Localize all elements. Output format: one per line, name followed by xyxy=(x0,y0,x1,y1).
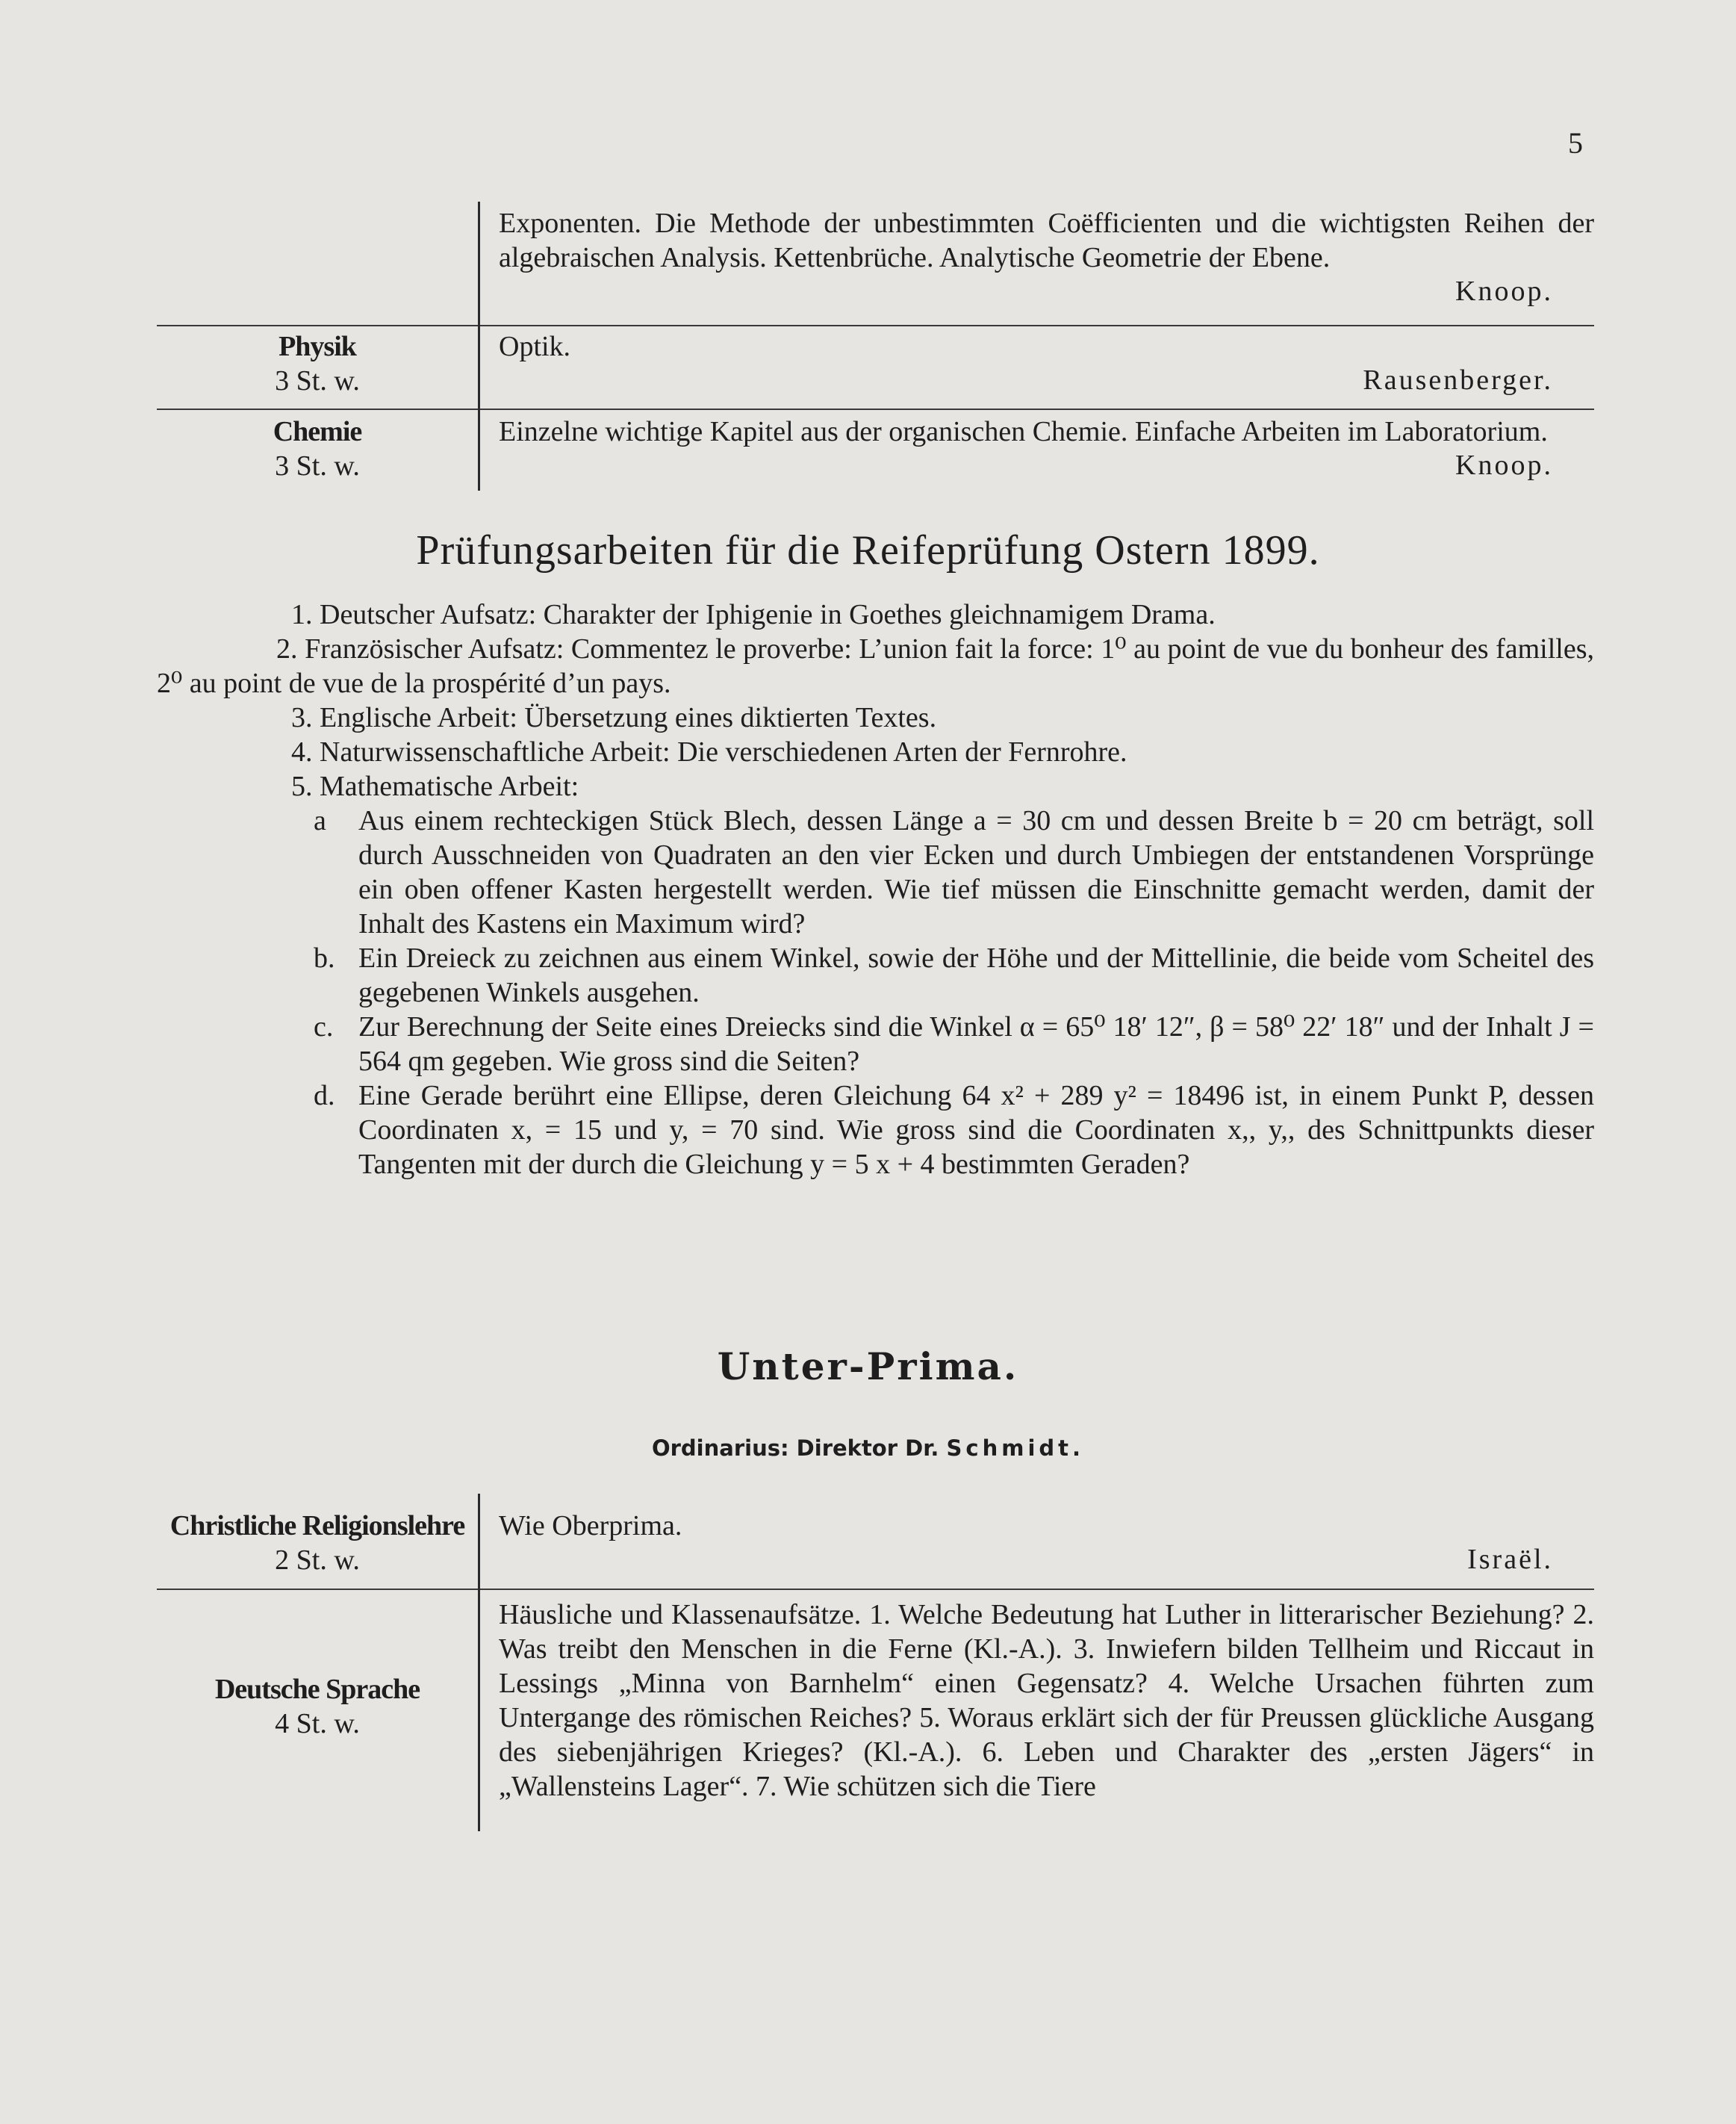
column-divider xyxy=(478,202,480,325)
table-row xyxy=(157,1589,1594,1831)
subject-name: Christliche Religionslehre xyxy=(169,1510,465,1541)
subject-hours: 3 St. w. xyxy=(275,365,360,397)
subject-name: Physik xyxy=(279,331,356,362)
problem-text: Ein Dreieck zu zeichnen aus einem Winkel, sowie der Höhe und der Mittellinie, die beide vom Scheitel des gegebenen Winkels ausgehen. xyxy=(358,943,1594,1008)
teacher-name: Rausenberger. xyxy=(1363,364,1553,396)
page-number: 5 xyxy=(1568,126,1583,160)
table-row xyxy=(157,202,1594,325)
class-heading: Unter-Prima. xyxy=(717,1344,1019,1388)
row-content: Wie Oberprima. xyxy=(499,1510,682,1541)
column-divider xyxy=(478,325,480,409)
subject-cell xyxy=(157,329,478,398)
problem-text: Eine Gerade berührt eine Ellipse, deren Gleichung 64 x² + 289 y² = 18496 ist, in einem Punkt P, dessen Coordinaten x, = 15 und y, = 70 sind. Wie gross sind die Coordinaten x,, y,, des Schnittpunkts dieser Tangenten mit der durch die Gleichung y = 5 x + 4 bestimmten Geraden? xyxy=(358,1080,1594,1180)
ordinarius-line xyxy=(0,1435,1736,1461)
row-content: Einzelne wichtige Kapitel aus der organischen Chemie. Einfache Arbeiten im Laboratorium. xyxy=(499,416,1548,447)
table-row xyxy=(157,1494,1594,1589)
row-content: Optik. xyxy=(499,331,571,362)
subject-hours: 3 St. w. xyxy=(275,450,360,482)
exam-heading: Prüfungsarbeiten für die Reifeprüfung Ostern 1899. xyxy=(416,527,1320,574)
teacher-name: Israël. xyxy=(1467,1544,1553,1575)
table-row xyxy=(157,409,1594,491)
math-problem xyxy=(157,941,1594,1010)
column-divider xyxy=(478,1589,480,1831)
ordinarius-name: Schmidt. xyxy=(946,1435,1085,1461)
ordinarius-label: Ordinarius: Direktor Dr. xyxy=(651,1435,939,1461)
math-problem xyxy=(157,1078,1594,1181)
row-content: Exponenten. Die Methode der unbestimmten Coëfficienten und die wichtigsten Reihen der algebraischen Analysis. Kettenbrüche. Analytische Geometrie der Ebene. xyxy=(499,208,1594,273)
table-row xyxy=(157,325,1594,409)
subject-cell xyxy=(157,1509,478,1577)
problem-text: Zur Berechnung der Seite eines Dreiecks sind die Winkel α = 65⁰ 18′ 12″, β = 58⁰ 22′ 18″ und der Inhalt J = 564 qm gegeben. Wie gross sind die Seiten? xyxy=(358,1011,1594,1077)
problem-text: Aus einem rechteckigen Stück Blech, dessen Länge a = 30 cm und dessen Breite b = 20 cm beträgt, soll durch Ausschneiden von Quadraten an den vier Ecken und durch Umbiegen der entstandenen Vorsprünge ein oben offener Kasten hergestellt werden. Wie tief müssen die Einschnitte gemacht werden, damit der Inhalt des Kastens ein Maximum wird? xyxy=(358,805,1594,940)
teacher-name: Knoop. xyxy=(1455,450,1553,481)
exam-list xyxy=(157,597,1594,1181)
subject-name: Deutsche Sprache xyxy=(214,1674,420,1705)
exam-item: 5. Mathematische Arbeit: xyxy=(291,771,579,802)
row-content: Häusliche und Klassenaufsätze. 1. Welche Bedeutung hat Luther in litterarischer Beziehung? 2. Was treibt den Menschen in die Ferne (Kl.-A.). 3. Inwiefern bilden Tellheim und Riccaut in Lessings „Minna von Barnhelm“ einen Gegensatz? 4. Welche Ursachen führten zum Untergange des römischen Reiches? 5. Woraus erklärt sich der für Preussen glückliche Ausgang des siebenjährigen Krieges? (Kl.-A.). 6. Leben und Charakter des „ersten Jägers“ in „Wallensteins Lager“. 7. Wie schützen sich die Tiere xyxy=(499,1599,1594,1802)
problem-letter: a xyxy=(314,805,326,836)
math-problem xyxy=(157,1010,1594,1078)
subject-name: Chemie xyxy=(273,416,362,447)
teacher-name: Knoop. xyxy=(1455,276,1553,307)
exam-item: 4. Naturwissenschaftliche Arbeit: Die verschiedenen Arten der Fernrohre. xyxy=(291,736,1127,768)
subject-cell xyxy=(157,414,478,483)
subject-hours: 4 St. w. xyxy=(275,1708,360,1739)
exam-item: 3. Englische Arbeit: Übersetzung eines diktierten Textes. xyxy=(291,702,937,733)
subject-hours: 2 St. w. xyxy=(275,1544,360,1576)
math-problem xyxy=(157,804,1594,941)
exam-item: 2. Französischer Aufsatz: Commentez le proverbe: L’union fait la force: 1⁰ au point de vue du bonheur des familles, 2⁰ au point de vue de la prospérité d’un pays. xyxy=(157,633,1594,699)
problem-letter: b. xyxy=(314,943,335,974)
column-divider xyxy=(478,1494,480,1589)
curriculum-table-bottom xyxy=(157,1494,1594,1831)
column-divider xyxy=(478,409,480,491)
problem-letter: d. xyxy=(314,1080,335,1111)
subject-cell xyxy=(157,1672,478,1741)
exam-item: 1. Deutscher Aufsatz: Charakter der Iphigenie in Goethes gleichnamigem Drama. xyxy=(291,599,1216,630)
problem-letter: c. xyxy=(314,1011,334,1043)
curriculum-table-top xyxy=(157,202,1594,491)
